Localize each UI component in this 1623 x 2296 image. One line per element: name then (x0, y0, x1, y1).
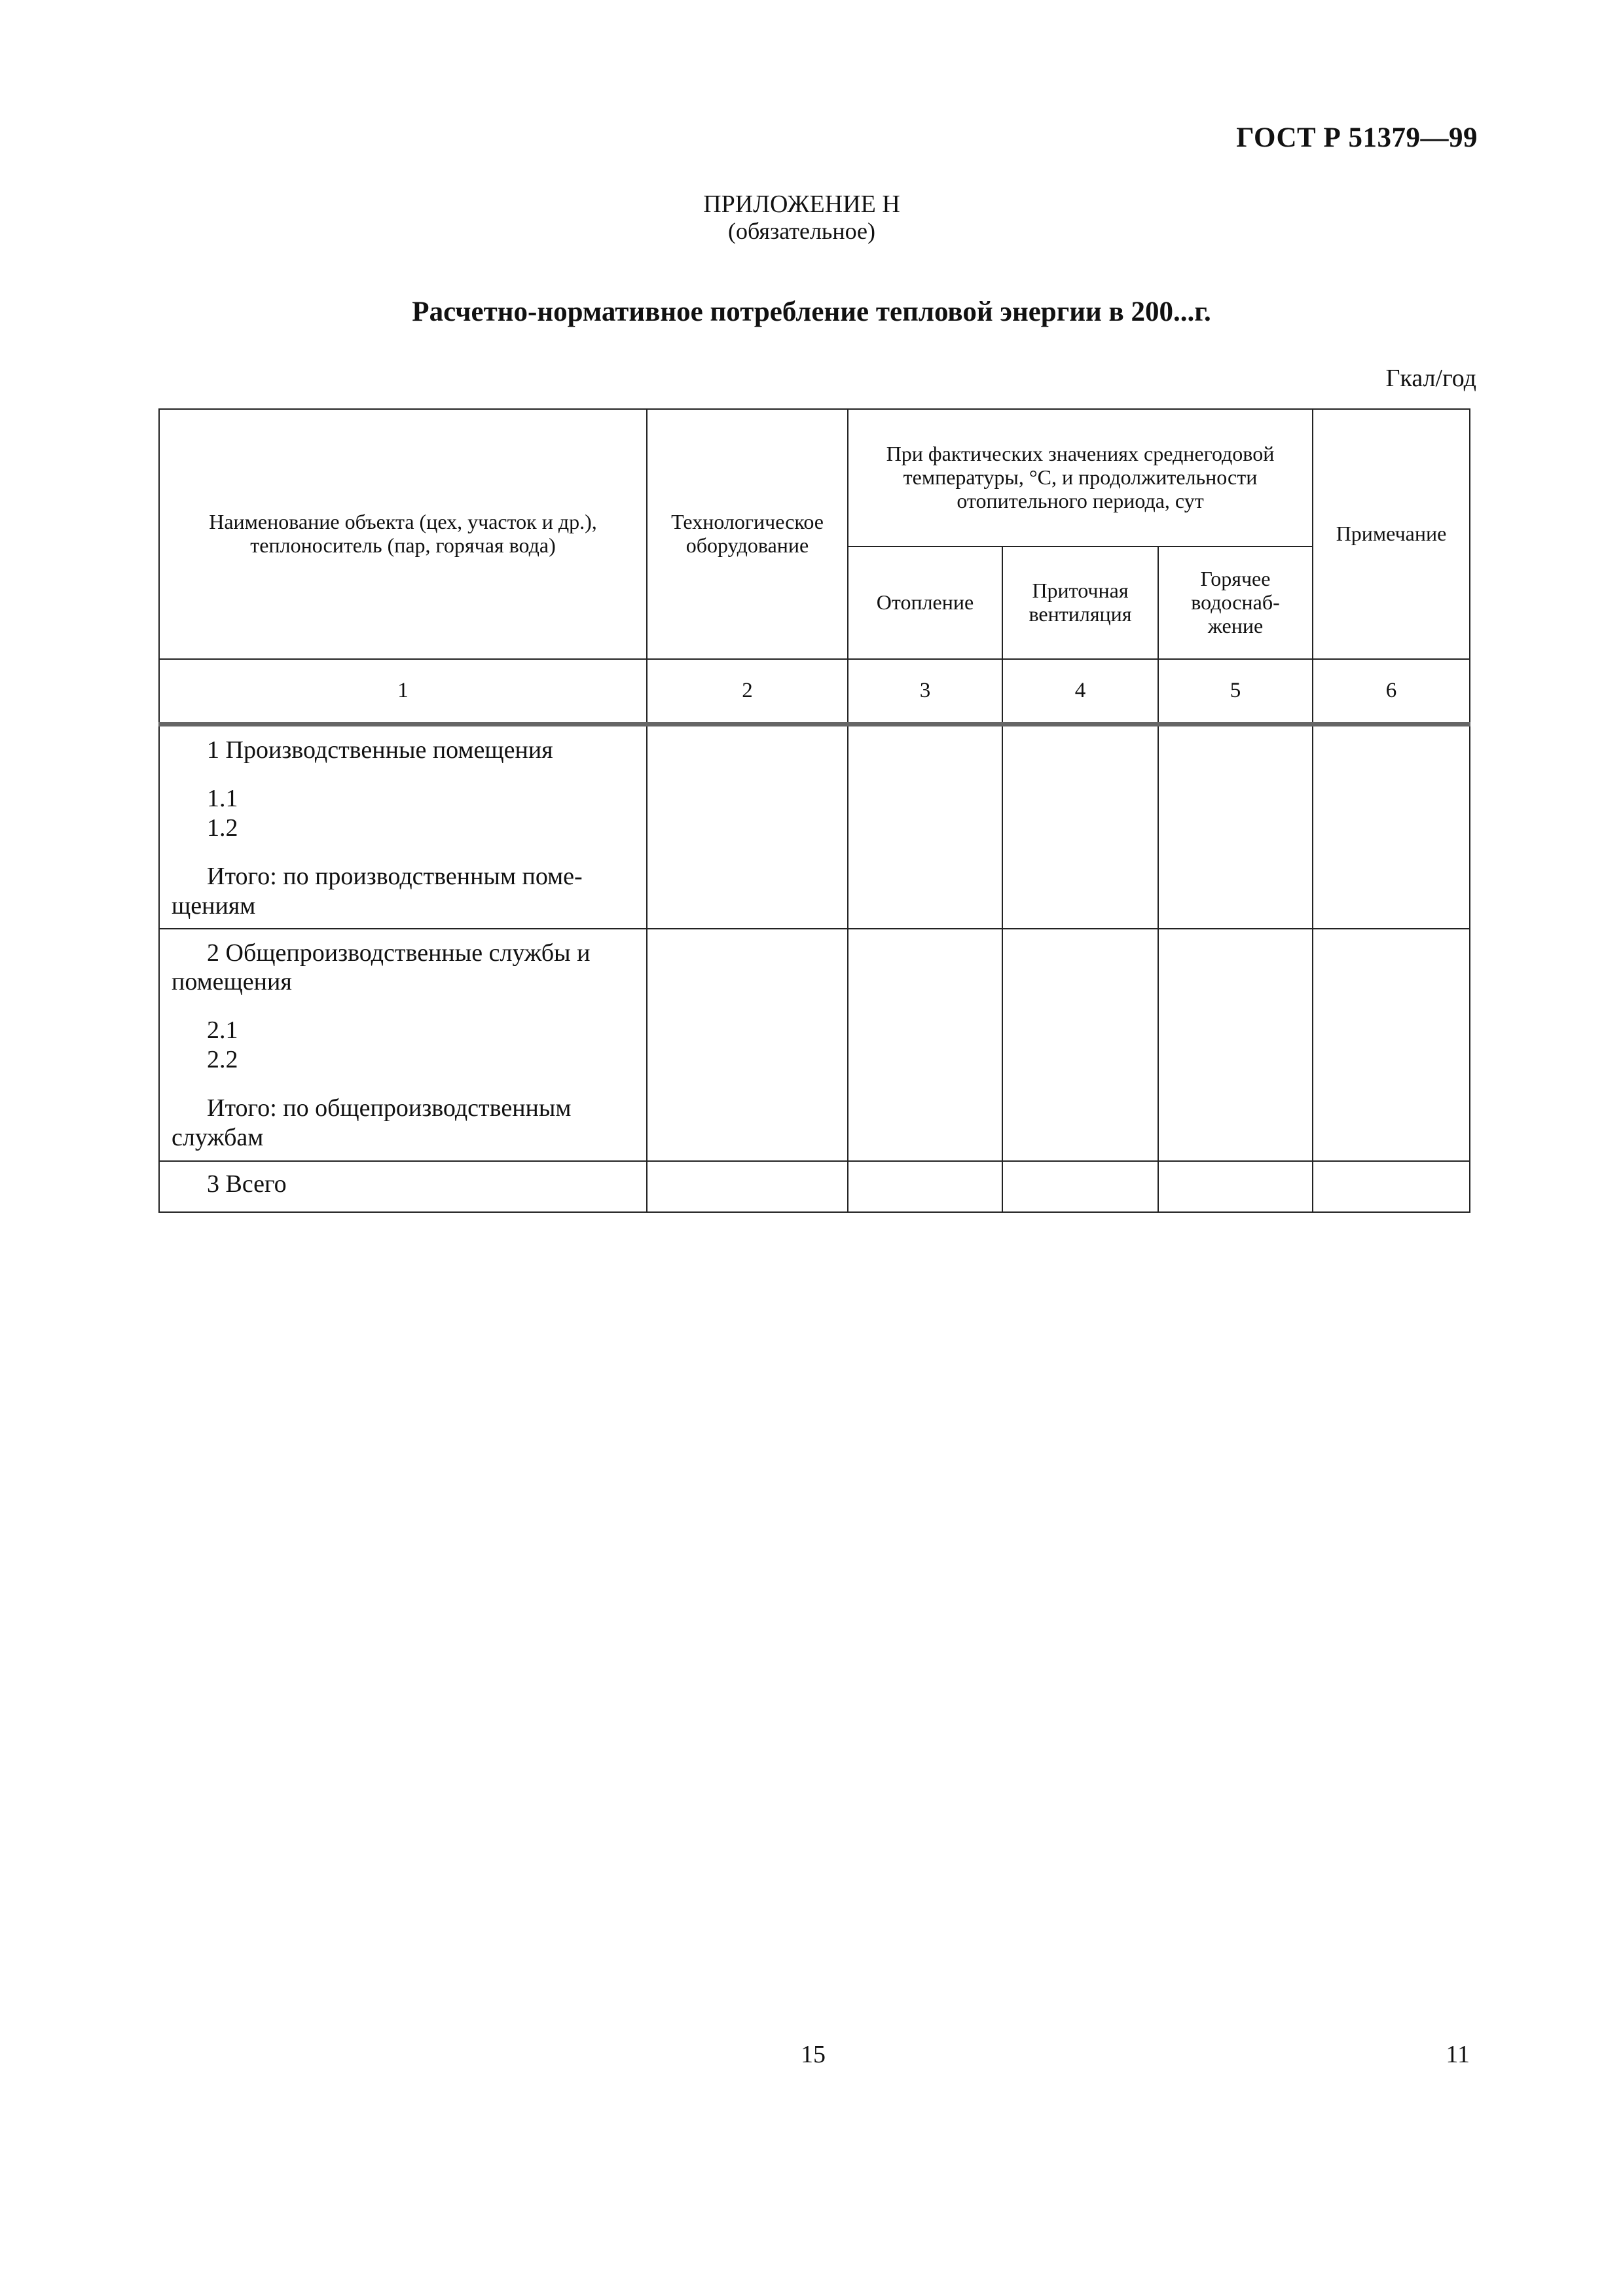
section-heading: 2 Общепроизводственные службы и помещения (172, 939, 591, 996)
table-cell (848, 1161, 1002, 1212)
table-row-total (159, 1161, 1470, 1212)
header-heating: Отопление (848, 547, 1002, 659)
header-group-conditions: При фактических значениях среднегодовой температуры, °С, и продолжительности отопительного периода, сут (848, 409, 1313, 547)
section-2-cell (159, 929, 647, 1161)
table-cell (1002, 725, 1158, 929)
table-cell (647, 1161, 848, 1212)
list-item: 2.1 (207, 1016, 238, 1045)
table-cell (647, 725, 848, 929)
column-number: 3 (848, 659, 1002, 725)
table-cell (647, 929, 848, 1161)
column-number: 1 (159, 659, 647, 725)
table-cell (848, 929, 1002, 1161)
document-code: ГОСТ Р 51379—99 (1236, 122, 1478, 153)
page-number-center: 15 (801, 2041, 826, 2068)
table-cell (1002, 1161, 1158, 1212)
consumption-table (158, 408, 1470, 1213)
table-row-section-2 (159, 929, 1470, 1161)
section-1-cell (159, 725, 647, 929)
table-cell (848, 725, 1002, 929)
list-item: 2.2 (207, 1045, 238, 1073)
header-hot-water: Горячее водоснаб-жение (1158, 547, 1313, 659)
appendix-subtitle: (обязательное) (728, 218, 875, 244)
section-total: Итого: по производственным поме-щениям (172, 863, 583, 920)
header-ventilation: Приточная вентиляция (1002, 547, 1158, 659)
section-heading: 1 Производственные помещения (207, 736, 553, 764)
header-row-1 (159, 409, 1470, 547)
table-cell (1002, 929, 1158, 1161)
table-cell (1158, 929, 1313, 1161)
column-number: 4 (1002, 659, 1158, 725)
page-number-right: 11 (1446, 2041, 1470, 2068)
units-label: Гкал/год (1385, 365, 1476, 392)
section-total: Итого: по общепроизводственным службам (172, 1094, 572, 1151)
table-cell (1313, 1161, 1470, 1212)
list-item: 1.2 (207, 814, 238, 842)
table-cell (1313, 725, 1470, 929)
appendix-title: ПРИЛОЖЕНИЕ Н (703, 190, 900, 218)
table-cell (1313, 929, 1470, 1161)
section-heading: 3 Всего (207, 1170, 287, 1198)
column-number-row (159, 659, 1470, 725)
table-cell (1158, 725, 1313, 929)
table-cell (1158, 1161, 1313, 1212)
header-object-name: Наименование объекта (цех, участок и др.), теплоноситель (пар, горячая вода) (159, 409, 647, 659)
header-equipment: Технологическое оборудование (647, 409, 848, 659)
table-title: Расчетно-нормативное потребление тепловой энергии в 200...г. (412, 296, 1211, 327)
section-3-cell (159, 1161, 647, 1212)
column-number: 6 (1313, 659, 1470, 725)
table-row-section-1 (159, 725, 1470, 929)
list-item: 1.1 (207, 785, 238, 813)
column-number: 5 (1158, 659, 1313, 725)
header-note: Примечание (1313, 409, 1470, 659)
column-number: 2 (647, 659, 848, 725)
